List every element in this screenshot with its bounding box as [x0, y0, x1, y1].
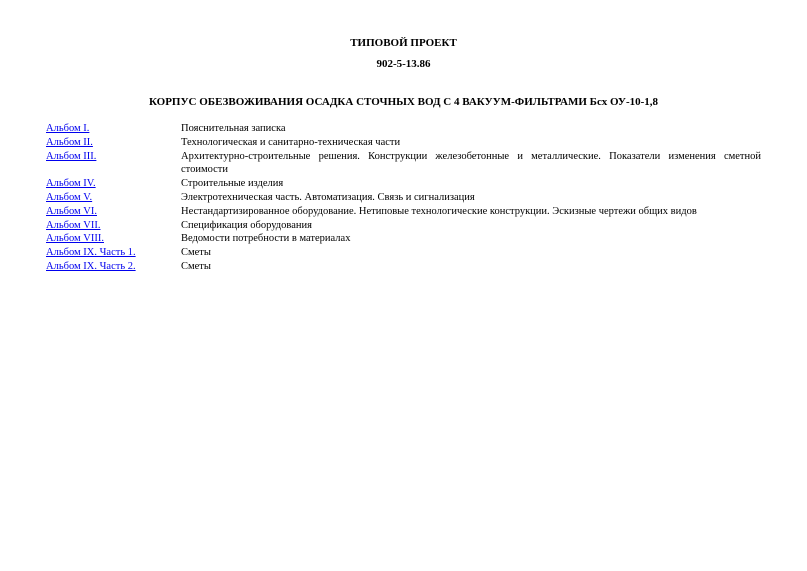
album-row	[46, 177, 761, 191]
album-row	[46, 122, 761, 136]
album-link-10[interactable]: Альбом IX. Часть 2.	[46, 260, 136, 272]
album-row	[46, 219, 761, 233]
album-row	[46, 150, 761, 178]
project-code: 902-5-13.86	[376, 58, 431, 70]
album-description-1: Пояснительная записка	[181, 123, 286, 134]
album-link-8[interactable]: Альбом VIII.	[46, 233, 104, 245]
album-row	[46, 260, 761, 274]
album-row	[46, 205, 761, 219]
album-list	[46, 122, 761, 274]
album-description-10: Сметы	[181, 260, 211, 272]
document-title: ТИПОВОЙ ПРОЕКТ	[350, 37, 457, 49]
album-description-4: Строительные изделия	[181, 178, 284, 190]
album-description-5: Электротехническая часть. Автоматизация. Связь и сигнализация	[181, 191, 475, 203]
album-description-2: Технологическая и санитарно-техническая части	[181, 136, 401, 148]
album-link-5[interactable]: Альбом V.	[46, 191, 93, 203]
album-description-9: Сметы	[181, 247, 211, 259]
album-link-7[interactable]: Альбом VII.	[46, 219, 101, 231]
album-link-3[interactable]: Альбом III.	[46, 150, 97, 162]
album-link-4[interactable]: Альбом IV.	[46, 178, 96, 190]
album-description-8: Ведомости потребности в материалах	[181, 233, 351, 245]
album-row	[46, 232, 761, 246]
album-link-1[interactable]: Альбом I.	[46, 123, 90, 134]
album-link-6[interactable]: Альбом VI.	[46, 205, 97, 217]
project-name: КОРПУС ОБЕЗВОЖИВАНИЯ ОСАДКА СТОЧНЫХ ВОД С 4 ВАКУУМ-ФИЛЬТРАМИ Бсх ОУ-10-1,8	[148, 96, 659, 108]
album-description-3: Архитектурно-строительные решения. Конструкции железобетонные и металлические. Показатели изменения сметной стоимости	[181, 150, 761, 176]
album-row	[46, 136, 761, 150]
album-link-9[interactable]: Альбом IX. Часть 1.	[46, 247, 136, 259]
album-description-6: Нестандартизированное оборудование. Нетиповые технологические конструкции. Эскизные чертежи общих видов	[181, 205, 697, 217]
album-row	[46, 246, 761, 260]
album-row	[46, 191, 761, 205]
album-link-2[interactable]: Альбом II.	[46, 136, 93, 148]
album-description-7: Спецификация оборудования	[181, 219, 312, 231]
